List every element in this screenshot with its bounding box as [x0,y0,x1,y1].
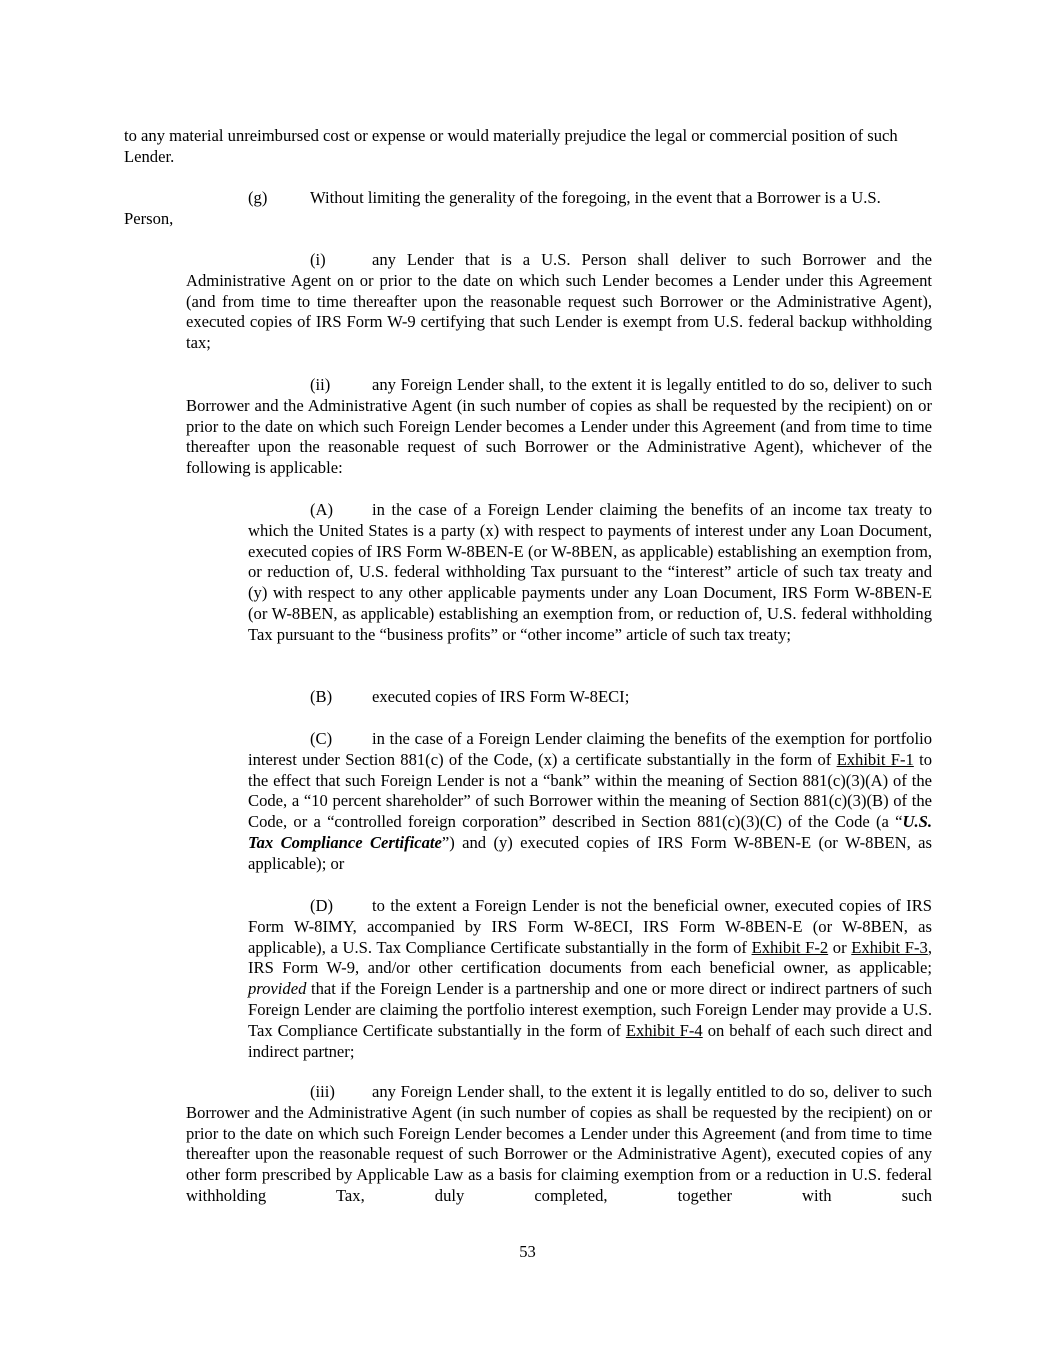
exhibit-f1-reference: Exhibit F-1 [836,749,914,769]
paragraph-ii-label: (ii) [310,375,331,394]
carryover-text: to any material unreimbursed cost or expense or would materially prejudice the legal or commercial position of such Lender. [124,126,898,166]
paragraph-A-label: (A) [310,500,334,519]
paragraph-D-text-5: on behalf of each such direct and indirect partner; [248,1020,932,1061]
paragraph-D-text-1: to the extent a Foreign Lender is not the beneficial owner, executed copies of IRS Form W-8IMY, accompanied by IRS Form W-8ECI, IRS Form W-8BEN-E (or W-8BEN, as applicable), a U.S. Tax Compliance Certificate substantially in the form of [248,896,932,957]
paragraph-g-text: Without limiting the generality of the foregoing, in the event that a Borrower is a U.S. [310,188,881,207]
exhibit-f4-reference: Exhibit F-4 [625,1020,703,1040]
provided-term: provided [248,979,307,999]
paragraph-C-text-2: to the effect that such Foreign Lender is not a “bank” within the meaning of Section 881(c)(3)(A) of the Code, a “10 percent shareholder” of such Borrower within the meaning of Section 881(c)(3)(B) of the Code, or a “controlled foreign corporation” described in Section 881(c)(3)(C) of the Code (a “ [248,749,933,832]
paragraph-A-text: in the case of a Foreign Lender claiming the benefits of an income tax treaty to which the United States is a party (x) with respect to payments of interest under any Loan Document, executed copies of IRS Form W-8BEN-E (or W-8BEN, as applicable) establishing an exemption from, or reduction of, U.S. federal withholding Tax pursuant to the “interest” article of such tax treaty and (y) with respect to any other applicable payments under any Loan Document, IRS Form W-8BEN-E (or W-8BEN, as applicable) establishing an exemption from, or reduction of, U.S. federal withholding Tax pursuant to the “business profits” or “other income” article of such tax treaty; [248,500,932,644]
paragraph-iii-text: any Foreign Lender shall, to the extent it is legally entitled to do so, deliver to such Borrower and the Administrative Agent (in such number of copies as shall be requested by the recipient) on or prior to the date on which such Foreign Lender becomes a Lender under this Agreement (and from time to time thereafter upon the reasonable request of such Borrower or the Administrative Agent), executed copies of any other form prescribed by Applicable Law as a basis for claiming exemption from or a reduction in U.S. federal withholding Tax, duly completed, together with such [186,1082,932,1205]
paragraph-C-label: (C) [310,729,333,748]
paragraph-B [248,687,932,708]
paragraph-ii-text: any Foreign Lender shall, to the extent it is legally entitled to do so, deliver to such Borrower and the Administrative Agent (in such number of copies as shall be requested by the recipient) on or prior to the date on which such Foreign Lender becomes a Lender under this Agreement (and from time to time thereafter upon the reasonable request of such Borrower or the Administrative Agent), whichever of the following is applicable: [186,375,932,478]
paragraph-C [248,729,932,875]
paragraph-D [248,896,932,1062]
paragraph-D-text-4: that if the Foreign Lender is a partnership and one or more direct or indirect partners of such Foreign Lender are claiming the portfolio interest exemption, such Foreign Lender may provide a U.S. Tax Compliance Certificate substantially in the form of [248,979,932,1040]
paragraph-C-text-1: in the case of a Foreign Lender claiming the benefits of the exemption for portfolio interest under Section 881(c) of the Code, (x) a certificate substantially in the form of [248,729,932,769]
paragraph-D-text-2: or [828,937,852,957]
exhibit-f2-reference: Exhibit F-2 [751,937,829,957]
paragraph-i-label: (i) [310,250,326,269]
paragraph-iii-label: (iii) [310,1082,335,1101]
paragraph-iii [186,1082,932,1207]
page-number: 53 [519,1242,536,1261]
paragraph-A [248,500,932,646]
carryover-paragraph [124,126,932,168]
paragraph-g-continuation: Person, [124,208,174,228]
paragraph-ii [186,375,932,479]
paragraph-i [186,250,932,354]
paragraph-D-text-3: , IRS Form W-9, and/or other certification documents from each beneficial owner, as applicable; [248,937,932,978]
defined-term-tax-compliance-certificate: U.S. Tax Compliance Certificate [248,812,932,852]
paragraph-C-text-3: ”) and (y) executed copies of IRS Form W-8BEN-E (or W-8BEN, as applicable); or [248,832,932,873]
paragraph-B-label: (B) [310,687,333,706]
paragraph-g [124,188,932,230]
paragraph-g-label: (g) [248,188,268,207]
exhibit-f3-reference: Exhibit F-3 [851,937,928,957]
paragraph-D-label: (D) [310,896,334,915]
paragraph-B-text: executed copies of IRS Form W-8ECI; [372,687,630,706]
paragraph-i-text: any Lender that is a U.S. Person shall deliver to such Borrower and the Administrative Agent on or prior to the date on which such Lender becomes a Lender under this Agreement (and from time to time thereafter upon the reasonable request such Borrower or the Administrative Agent), executed copies of IRS Form W-9 certifying that such Lender is exempt from U.S. federal backup withholding tax; [186,250,932,353]
